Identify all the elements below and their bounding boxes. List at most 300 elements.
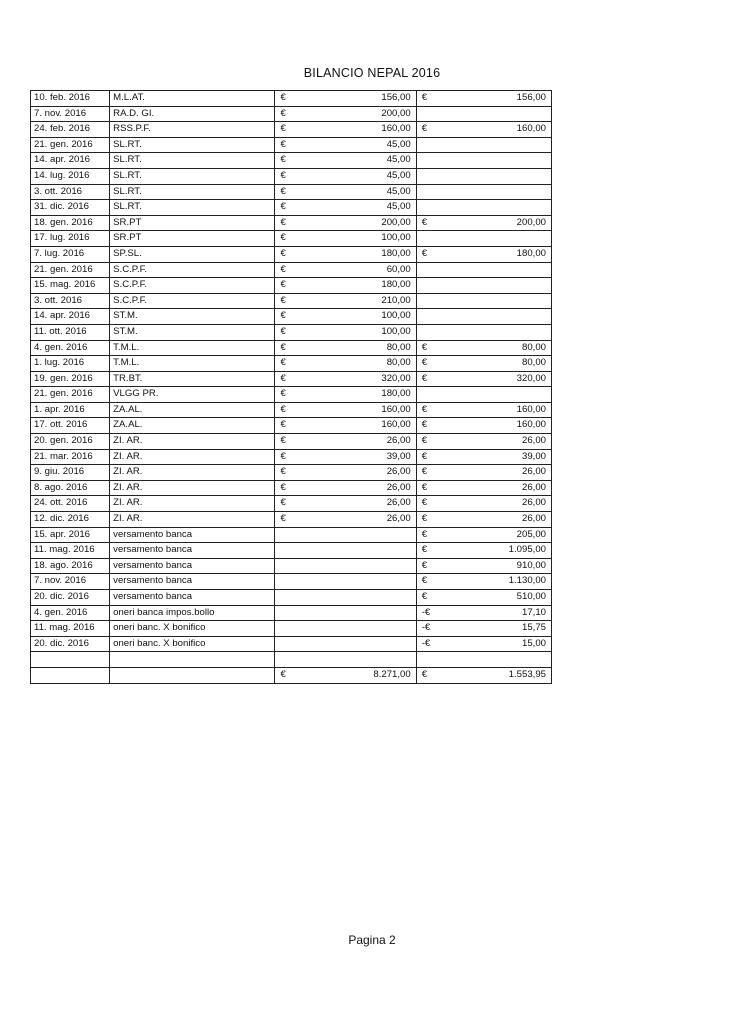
table-row: [31, 356, 552, 372]
description-cell: SL.RT.: [110, 200, 275, 216]
amount-cell: [275, 574, 416, 590]
balance-cell: [416, 543, 551, 559]
table-row: [31, 480, 552, 496]
balance-cell: [416, 465, 551, 481]
currency-symbol: €: [421, 575, 428, 587]
date-cell: 17. lug. 2016: [31, 231, 110, 247]
description-cell: T.M.L.: [110, 356, 275, 372]
date-cell: 1. apr. 2016: [31, 402, 110, 418]
date-cell: 31. dic. 2016: [31, 200, 110, 216]
description-cell: S.C.P.F.: [110, 278, 275, 294]
description-cell: versamento banca: [110, 590, 275, 606]
date-cell: 1. lug. 2016: [31, 356, 110, 372]
date-cell: 4. gen. 2016: [31, 340, 110, 356]
table-row: [31, 527, 552, 543]
amount-value: 205,00: [516, 528, 546, 540]
currency-symbol: €: [280, 388, 286, 400]
balance-cell: [416, 512, 551, 528]
amount-value: 156,00: [516, 92, 546, 103]
page-number: Pagina 2: [348, 933, 396, 947]
amount-value: 200,00: [381, 216, 411, 228]
balance-cell: [416, 480, 551, 496]
description-cell: RSS.P.F.: [110, 122, 275, 138]
currency-symbol: €: [280, 169, 286, 181]
description-cell: ZI. AR.: [110, 496, 275, 512]
table-row: [31, 590, 552, 606]
currency-symbol: €: [280, 107, 286, 119]
date-cell: 14. apr. 2016: [31, 153, 110, 169]
balance-cell: [416, 293, 551, 309]
amount-value: 45,00: [386, 185, 411, 197]
balance-cell: [416, 309, 551, 325]
table-row: [31, 605, 552, 621]
balance-cell: [416, 278, 551, 294]
description-cell: RA.D. GI.: [110, 106, 275, 122]
currency-symbol: €: [280, 310, 286, 322]
date-cell: 24. ott. 2016: [31, 496, 110, 512]
amount-value: 45,00: [386, 201, 411, 213]
currency-symbol: €: [421, 497, 428, 509]
table-row: [31, 309, 552, 325]
date-cell: 9. giu. 2016: [31, 465, 110, 481]
amount-value: 180,00: [381, 247, 411, 259]
currency-symbol: €: [421, 481, 428, 493]
amount-cell: [275, 527, 416, 543]
date-cell: 15. mag. 2016: [31, 278, 110, 294]
currency-symbol: €: [280, 419, 286, 431]
amount-cell: [275, 434, 416, 450]
ledger-body: [31, 91, 552, 684]
balance-cell: [416, 402, 551, 418]
currency-symbol: €: [280, 294, 286, 306]
amount-value: 26,00: [521, 481, 546, 493]
currency-symbol: €: [280, 513, 286, 525]
balance-cell: [416, 371, 551, 387]
balance-cell: [416, 434, 551, 450]
currency-symbol: €: [421, 435, 428, 447]
date-cell: 8. ago. 2016: [31, 480, 110, 496]
amount-value: 160,00: [516, 419, 546, 431]
date-cell: 18. gen. 2016: [31, 215, 110, 231]
amount-value: 156,00: [381, 92, 411, 103]
table-row: [31, 215, 552, 231]
amount-value: 320,00: [516, 372, 546, 384]
currency-symbol: €: [280, 325, 286, 337]
currency-symbol: €: [280, 357, 286, 369]
table-row: [31, 496, 552, 512]
amount-value: 26,00: [386, 513, 411, 525]
date-cell: 14. apr. 2016: [31, 309, 110, 325]
currency-symbol: €: [421, 559, 428, 571]
amount-value: 210,00: [381, 294, 411, 306]
amount-cell: [275, 418, 416, 434]
currency-symbol: €: [421, 544, 428, 556]
amount-value: 180,00: [381, 388, 411, 400]
totals-row: [31, 667, 552, 683]
amount-cell: [275, 200, 416, 216]
description-cell: versamento banca: [110, 543, 275, 559]
table-row: [31, 621, 552, 637]
empty-cell: [31, 667, 110, 683]
currency-symbol: -€: [421, 637, 431, 649]
amount-value: 15,75: [521, 622, 546, 634]
table-row: [31, 387, 552, 403]
description-cell: ZI. AR.: [110, 465, 275, 481]
amount-cell: [275, 293, 416, 309]
amount-cell: [275, 246, 416, 262]
amount-value: 1.130,00: [508, 575, 546, 587]
amount-cell: [275, 106, 416, 122]
date-cell: 3. ott. 2016: [31, 184, 110, 200]
amount-value: 45,00: [386, 138, 411, 150]
description-cell: SL.RT.: [110, 153, 275, 169]
table-row: [31, 278, 552, 294]
currency-symbol: €: [280, 481, 286, 493]
amount-cell: [275, 309, 416, 325]
currency-symbol: €: [280, 466, 286, 478]
empty-cell: [275, 652, 416, 668]
amount-cell: [275, 153, 416, 169]
amount-cell: [275, 262, 416, 278]
date-cell: 20. dic. 2016: [31, 636, 110, 652]
table-row: [31, 340, 552, 356]
date-cell: 14. lug. 2016: [31, 168, 110, 184]
description-cell: SL.RT.: [110, 137, 275, 153]
currency-symbol: €: [280, 341, 286, 353]
balance-cell: [416, 122, 551, 138]
description-cell: VLGG PR.: [110, 387, 275, 403]
amount-cell: [275, 340, 416, 356]
amount-value: 26,00: [386, 466, 411, 478]
table-row: [31, 91, 552, 107]
balance-cell: [416, 262, 551, 278]
balance-cell: [416, 558, 551, 574]
amount-value: 910,00: [516, 559, 546, 571]
table-row: [31, 262, 552, 278]
amount-cell: [275, 91, 416, 107]
amount-value: 1.095,00: [508, 544, 546, 556]
description-cell: SR.PT: [110, 231, 275, 247]
date-cell: 21. gen. 2016: [31, 137, 110, 153]
date-cell: 15. apr. 2016: [31, 527, 110, 543]
date-cell: 4. gen. 2016: [31, 605, 110, 621]
balance-cell: [416, 605, 551, 621]
currency-symbol: €: [421, 403, 428, 415]
amount-cell: [275, 449, 416, 465]
date-cell: 12. dic. 2016: [31, 512, 110, 528]
table-row: [31, 418, 552, 434]
amount-value: 26,00: [521, 513, 546, 525]
table-row: [31, 122, 552, 138]
balance-cell: [416, 449, 551, 465]
amount-value: 200,00: [516, 216, 546, 228]
currency-symbol: €: [280, 201, 286, 213]
amount-cell: [275, 278, 416, 294]
description-cell: TR.BT.: [110, 371, 275, 387]
balance-cell: [416, 324, 551, 340]
amount-value: 160,00: [381, 123, 411, 135]
amount-value: 26,00: [521, 435, 546, 447]
amount-cell: [275, 512, 416, 528]
date-cell: 7. lug. 2016: [31, 246, 110, 262]
table-row: [31, 137, 552, 153]
table-row: [31, 200, 552, 216]
currency-symbol: €: [280, 247, 286, 259]
balance-cell: [416, 153, 551, 169]
balance-cell: [416, 168, 551, 184]
currency-symbol: €: [421, 372, 428, 384]
table-row: [31, 184, 552, 200]
amount-value: 39,00: [521, 450, 546, 462]
amount-value: 100,00: [381, 232, 411, 244]
currency-symbol: -€: [421, 606, 431, 618]
amount-value: 17,10: [521, 606, 546, 618]
date-cell: 18. ago. 2016: [31, 558, 110, 574]
balance-cell: [416, 215, 551, 231]
currency-symbol: €: [280, 154, 286, 166]
amount-cell: [275, 184, 416, 200]
amount-cell: [275, 543, 416, 559]
table-row: [31, 465, 552, 481]
description-cell: versamento banca: [110, 558, 275, 574]
date-cell: 21. mar. 2016: [31, 449, 110, 465]
balance-cell: [416, 231, 551, 247]
currency-symbol: €: [280, 216, 286, 228]
currency-symbol: €: [280, 668, 286, 680]
currency-symbol: €: [280, 403, 286, 415]
empty-cell: [31, 652, 110, 668]
currency-symbol: -€: [421, 622, 431, 634]
description-cell: M.L.AT.: [110, 91, 275, 107]
amount-value: 26,00: [386, 481, 411, 493]
description-cell: ZI. AR.: [110, 512, 275, 528]
date-cell: 11. mag. 2016: [31, 621, 110, 637]
date-cell: 7. nov. 2016: [31, 574, 110, 590]
amount-cell: [275, 231, 416, 247]
description-cell: ST.M.: [110, 324, 275, 340]
amount-value: 180,00: [381, 279, 411, 291]
currency-symbol: €: [280, 138, 286, 150]
description-cell: SP.SL.: [110, 246, 275, 262]
amount-value: 60,00: [386, 263, 411, 275]
currency-symbol: €: [280, 372, 286, 384]
amount-cell: [275, 496, 416, 512]
date-cell: 24. feb. 2016: [31, 122, 110, 138]
empty-row: [31, 652, 552, 668]
total-amount-cell: [275, 667, 416, 683]
description-cell: oneri banca impos.bollo: [110, 605, 275, 621]
amount-value: 26,00: [521, 497, 546, 509]
amount-value: 80,00: [521, 341, 546, 353]
amount-cell: [275, 356, 416, 372]
amount-value: 320,00: [381, 372, 411, 384]
table-row: [31, 293, 552, 309]
balance-cell: [416, 246, 551, 262]
currency-symbol: €: [421, 123, 428, 135]
table-row: [31, 434, 552, 450]
description-cell: versamento banca: [110, 574, 275, 590]
currency-symbol: €: [280, 450, 286, 462]
amount-cell: [275, 590, 416, 606]
currency-symbol: €: [421, 419, 428, 431]
amount-cell: [275, 168, 416, 184]
balance-cell: [416, 91, 551, 107]
empty-cell: [110, 652, 275, 668]
currency-symbol: €: [421, 528, 428, 540]
amount-value: 26,00: [386, 435, 411, 447]
amount-value: 100,00: [381, 310, 411, 322]
description-cell: oneri banc. X bonifico: [110, 621, 275, 637]
amount-value: 80,00: [521, 357, 546, 369]
amount-value: 45,00: [386, 154, 411, 166]
amount-cell: [275, 402, 416, 418]
currency-symbol: €: [280, 92, 286, 103]
currency-symbol: €: [421, 466, 428, 478]
currency-symbol: €: [421, 216, 428, 228]
table-row: [31, 246, 552, 262]
description-cell: T.M.L.: [110, 340, 275, 356]
description-cell: ZI. AR.: [110, 434, 275, 450]
currency-symbol: €: [421, 92, 428, 103]
balance-cell: [416, 106, 551, 122]
amount-value: 1.553,95: [508, 668, 546, 680]
date-cell: 20. dic. 2016: [31, 590, 110, 606]
description-cell: SL.RT.: [110, 184, 275, 200]
description-cell: ST.M.: [110, 309, 275, 325]
amount-cell: [275, 636, 416, 652]
balance-cell: [416, 200, 551, 216]
balance-cell: [416, 590, 551, 606]
currency-symbol: €: [421, 668, 428, 680]
amount-cell: [275, 465, 416, 481]
description-cell: ZA.AL.: [110, 402, 275, 418]
amount-cell: [275, 324, 416, 340]
amount-value: 26,00: [386, 497, 411, 509]
amount-value: 100,00: [381, 325, 411, 337]
amount-value: 80,00: [386, 341, 411, 353]
description-cell: S.C.P.F.: [110, 262, 275, 278]
date-cell: 3. ott. 2016: [31, 293, 110, 309]
amount-cell: [275, 621, 416, 637]
currency-symbol: €: [280, 435, 286, 447]
date-cell: 21. gen. 2016: [31, 387, 110, 403]
balance-cell: [416, 387, 551, 403]
date-cell: 21. gen. 2016: [31, 262, 110, 278]
table-row: [31, 153, 552, 169]
ledger-table: [30, 90, 552, 684]
description-cell: versamento banca: [110, 527, 275, 543]
balance-cell: [416, 137, 551, 153]
description-cell: SL.RT.: [110, 168, 275, 184]
amount-cell: [275, 387, 416, 403]
balance-cell: [416, 184, 551, 200]
date-cell: 19. gen. 2016: [31, 371, 110, 387]
currency-symbol: €: [280, 497, 286, 509]
balance-cell: [416, 340, 551, 356]
description-cell: oneri banc. X bonifico: [110, 636, 275, 652]
balance-cell: [416, 574, 551, 590]
amount-cell: [275, 215, 416, 231]
date-cell: 11. ott. 2016: [31, 324, 110, 340]
amount-cell: [275, 122, 416, 138]
amount-value: 180,00: [516, 247, 546, 259]
date-cell: 20. gen. 2016: [31, 434, 110, 450]
amount-value: 200,00: [381, 107, 411, 119]
currency-symbol: €: [421, 591, 428, 602]
amount-value: 160,00: [516, 123, 546, 135]
amount-cell: [275, 371, 416, 387]
description-cell: SR.PT: [110, 215, 275, 231]
amount-value: 160,00: [381, 403, 411, 415]
date-cell: 17. ott. 2016: [31, 418, 110, 434]
amount-cell: [275, 605, 416, 621]
amount-value: 160,00: [381, 419, 411, 431]
amount-cell: [275, 558, 416, 574]
table-row: [31, 449, 552, 465]
balance-cell: [416, 527, 551, 543]
table-row: [31, 371, 552, 387]
amount-cell: [275, 137, 416, 153]
currency-symbol: €: [421, 450, 428, 462]
amount-value: 15,00: [521, 637, 546, 649]
empty-cell: [110, 667, 275, 683]
currency-symbol: €: [421, 357, 428, 369]
amount-value: 26,00: [521, 466, 546, 478]
amount-value: 39,00: [386, 450, 411, 462]
currency-symbol: €: [421, 247, 428, 259]
table-row: [31, 543, 552, 559]
balance-cell: [416, 636, 551, 652]
empty-cell: [416, 652, 551, 668]
date-cell: 10. feb. 2016: [31, 91, 110, 107]
amount-cell: [275, 480, 416, 496]
table-row: [31, 168, 552, 184]
currency-symbol: €: [280, 263, 286, 275]
balance-cell: [416, 356, 551, 372]
currency-symbol: €: [280, 185, 286, 197]
table-row: [31, 324, 552, 340]
date-cell: 7. nov. 2016: [31, 106, 110, 122]
balance-cell: [416, 496, 551, 512]
table-row: [31, 558, 552, 574]
balance-cell: [416, 621, 551, 637]
table-row: [31, 636, 552, 652]
description-cell: S.C.P.F.: [110, 293, 275, 309]
currency-symbol: €: [280, 279, 286, 291]
table-row: [31, 106, 552, 122]
currency-symbol: €: [421, 341, 428, 353]
date-cell: 11. mag. 2016: [31, 543, 110, 559]
balance-cell: [416, 418, 551, 434]
amount-value: 8.271,00: [373, 668, 411, 680]
total-balance-cell: [416, 667, 551, 683]
table-row: [31, 512, 552, 528]
amount-value: 80,00: [386, 357, 411, 369]
currency-symbol: €: [421, 513, 428, 525]
amount-value: 510,00: [516, 591, 546, 602]
table-row: [31, 574, 552, 590]
amount-value: 45,00: [386, 169, 411, 181]
description-cell: ZI. AR.: [110, 449, 275, 465]
table-row: [31, 231, 552, 247]
table-row: [31, 402, 552, 418]
document-title: BILANCIO NEPAL 2016: [303, 66, 441, 80]
description-cell: ZI. AR.: [110, 480, 275, 496]
currency-symbol: €: [280, 232, 286, 244]
amount-value: 160,00: [516, 403, 546, 415]
description-cell: ZA.AL.: [110, 418, 275, 434]
currency-symbol: €: [280, 123, 286, 135]
